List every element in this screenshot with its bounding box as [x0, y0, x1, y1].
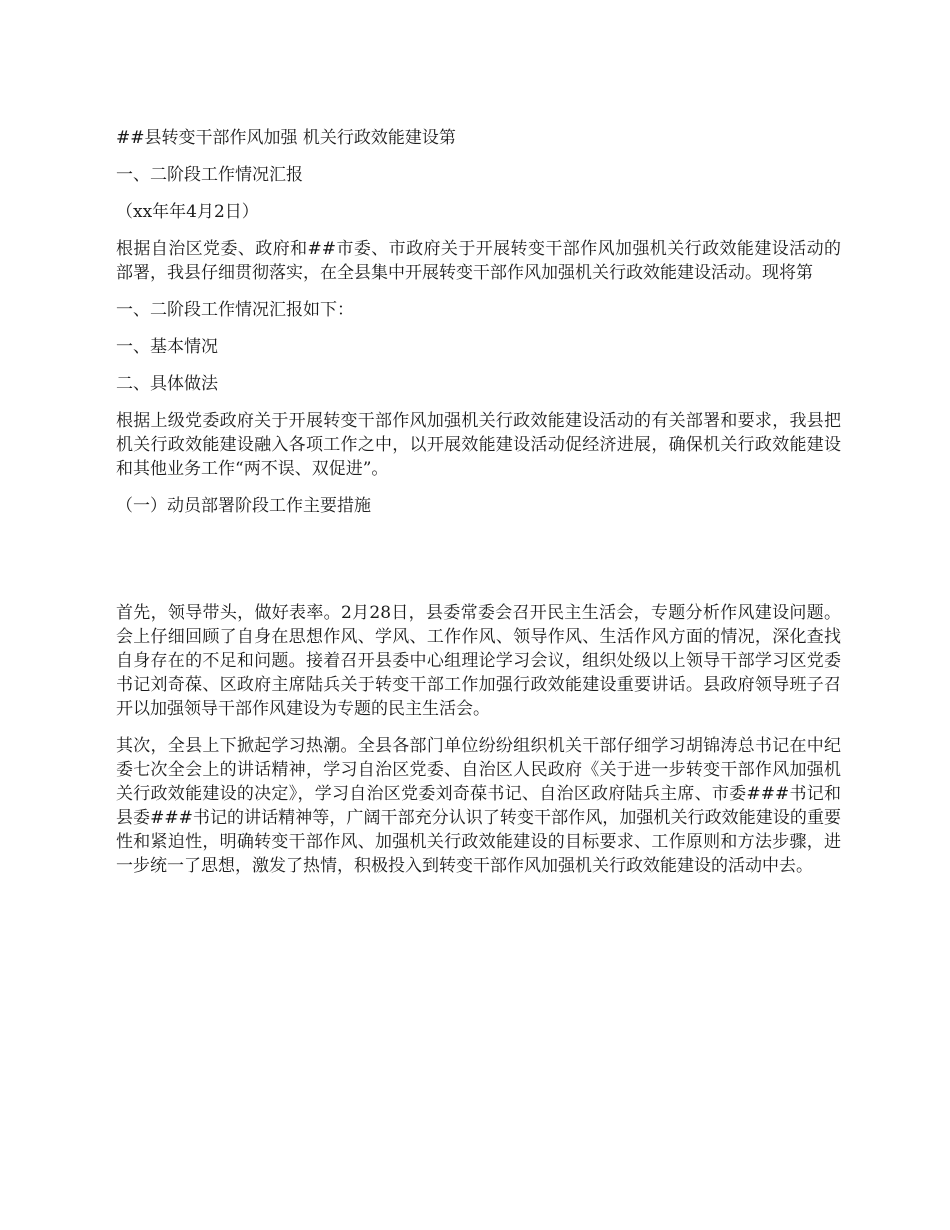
- paragraph-second: 其次，全县上下掀起学习热潮。全县各部门单位纷纷组织机关干部仔细学习胡锦涛总书记在中纪委七次全会上的讲话精神，学习自治区党委、自治区人民政府《关于进一步转变干部作风加强机关行政效能建设的决定》，学习自治区党委刘奇葆书记、自治区政府陆兵主席、市委###书记和县委###书记的讲话精神等，广阔干部充分认识了转变干部作风，加强机关行政效能建设的重要性和紧迫性，明确转变干部作风、加强机关行政效能建设的目标要求、工作原则和方法步骤，进一步统一了思想，激发了热情，积极投入到转变干部作风加强机关行政效能建设的活动中去。: [116, 736, 841, 876]
- section-heading-specific-methods: 二、具体做法: [116, 374, 218, 394]
- blank-space: [116, 531, 841, 601]
- document-body: [116, 126, 841, 891]
- section-heading-basic-situation: 一、基本情况: [116, 337, 218, 357]
- document-title-line1: ##县转变干部作风加强 机关行政效能建设第: [116, 128, 456, 148]
- paragraph-intro: 根据自治区党委、政府和##市委、市政府关于开展转变干部作风加强机关行政效能建设活动的部署，我县仔细贯彻落实，在全县集中开展转变干部作风加强机关行政效能建设活动。现将第: [116, 239, 841, 283]
- paragraph-intro-continued: 一、二阶段工作情况汇报如下：: [116, 300, 354, 320]
- document-date: （xx年年4月2日）: [116, 202, 259, 222]
- paragraph-first: 首先，领导带头，做好表率。2月28日，县委常委会召开民主生活会，专题分析作风建设问题。会上仔细回顾了自身在思想作风、学风、工作作风、领导作风、生活作风方面的情况，深化查找自身存在的不足和问题。接着召开县委中心组理论学习会议，组织处级以上领导干部学习区党委书记刘奇葆、区政府主席陆兵关于转变干部工作加强行政效能建设重要讲话。县政府领导班子召开以加强领导干部作风建设为专题的民主生活会。: [116, 603, 841, 719]
- subheading-mobilization: （一）动员部署阶段工作主要措施: [116, 496, 371, 516]
- document-title-line2: 一、二阶段工作情况汇报: [116, 165, 303, 185]
- paragraph-methods: 根据上级党委政府关于开展转变干部作风加强机关行政效能建设活动的有关部署和要求，我县把机关行政效能建设融入各项工作之中，以开展效能建设活动促经济进展，确保机关行政效能建设和其他业务工作“两不误、双促进”。: [116, 411, 841, 479]
